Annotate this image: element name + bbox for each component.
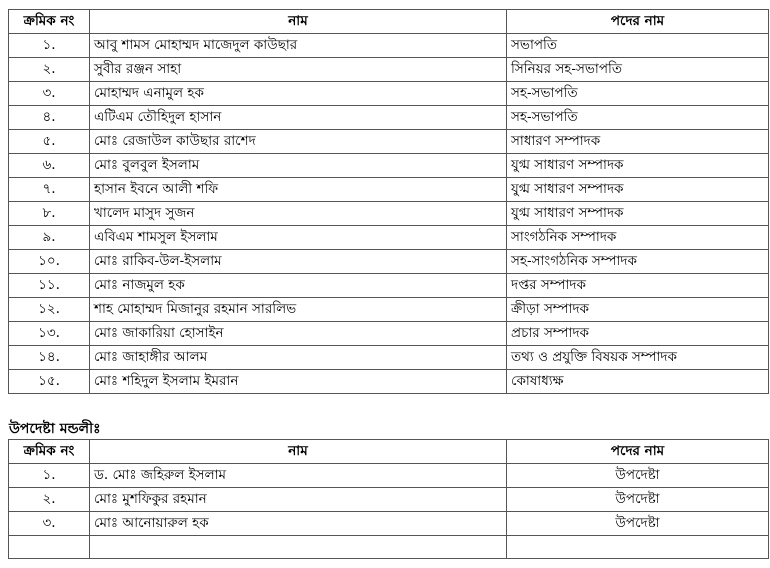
table-row <box>9 370 769 394</box>
serial-cell <box>9 536 90 559</box>
serial-cell: ৩. <box>9 512 90 536</box>
position-cell: উপদেষ্টা <box>507 488 769 512</box>
position-cell: দপ্তর সম্পাদক <box>507 274 769 298</box>
name-cell: এবিএম শামসুল ইসলাম <box>90 226 507 250</box>
name-cell <box>90 536 507 559</box>
position-cell: তথ্য ও প্রযুক্তি বিষয়ক সম্পাদক <box>507 346 769 370</box>
members-table <box>8 9 769 394</box>
name-cell: শাহ মোহাম্মদ মিজানুর রহমান সারলিভ <box>90 298 507 322</box>
serial-cell: ১৪. <box>9 346 90 370</box>
serial-cell: ২. <box>9 58 90 82</box>
table-row <box>9 322 769 346</box>
table-row <box>9 512 769 536</box>
serial-cell: ৪. <box>9 106 90 130</box>
position-cell: সভাপতি <box>507 34 769 58</box>
name-cell: মোঃ জাহাঙ্গীর আলম <box>90 346 507 370</box>
serial-cell: ৩. <box>9 82 90 106</box>
name-cell: মোঃ মুশফিকুর রহমান <box>90 488 507 512</box>
header-position: পদের নাম <box>507 10 769 34</box>
position-cell: ক্রীড়া সম্পাদক <box>507 298 769 322</box>
table-row <box>9 250 769 274</box>
name-cell: মোঃ শহিদুল ইসলাম ইমরান <box>90 370 507 394</box>
position-cell: যুগ্ম সাধারণ সম্পাদক <box>507 178 769 202</box>
position-cell: প্রচার সম্পাদক <box>507 322 769 346</box>
serial-cell: ১. <box>9 34 90 58</box>
table-row <box>9 34 769 58</box>
header-serial: ক্রমিক নং <box>9 10 90 34</box>
name-cell: মোহাম্মদ এনামুল হক <box>90 82 507 106</box>
table-row <box>9 130 769 154</box>
position-cell: যুগ্ম সাধারণ সম্পাদক <box>507 154 769 178</box>
name-cell: সুবীর রঞ্জন সাহা <box>90 58 507 82</box>
serial-cell: ৭. <box>9 178 90 202</box>
position-cell: সহ-সভাপতি <box>507 106 769 130</box>
position-cell: যুগ্ম সাধারণ সম্পাদক <box>507 202 769 226</box>
table-row <box>9 82 769 106</box>
position-cell: কোষাধ্যক্ষ <box>507 370 769 394</box>
table-row <box>9 226 769 250</box>
name-cell: মোঃ আনোয়ারুল হক <box>90 512 507 536</box>
table-header-row <box>9 10 769 34</box>
header-position: পদের নাম <box>507 440 769 464</box>
name-cell: মোঃ নাজমুল হক <box>90 274 507 298</box>
table-row <box>9 536 769 559</box>
name-cell: ড. মোঃ জহিরুল ইসলাম <box>90 464 507 488</box>
serial-cell: ১৩. <box>9 322 90 346</box>
serial-cell: ১০. <box>9 250 90 274</box>
name-cell: মোঃ রেজাউল কাউছার রাশেদ <box>90 130 507 154</box>
name-cell: এটিএম তৌহিদুল হাসান <box>90 106 507 130</box>
table-row <box>9 178 769 202</box>
advisors-table <box>8 439 769 559</box>
serial-cell: ২. <box>9 488 90 512</box>
serial-cell: ১২. <box>9 298 90 322</box>
serial-cell: ৮. <box>9 202 90 226</box>
advisors-heading: উপদেষ্টা মন্ডলীঃ <box>9 421 101 437</box>
table-row <box>9 274 769 298</box>
table-row <box>9 464 769 488</box>
position-cell: উপদেষ্টা <box>507 512 769 536</box>
table-row <box>9 106 769 130</box>
name-cell: খালেদ মাসুদ সুজন <box>90 202 507 226</box>
name-cell: হাসান ইবনে আলী শফি <box>90 178 507 202</box>
table-row <box>9 58 769 82</box>
table-row <box>9 346 769 370</box>
position-cell: উপদেষ্টা <box>507 464 769 488</box>
table-row <box>9 202 769 226</box>
table-row <box>9 154 769 178</box>
table-header-row <box>9 440 769 464</box>
header-name: নাম <box>90 10 507 34</box>
serial-cell: ১১. <box>9 274 90 298</box>
header-name: নাম <box>90 440 507 464</box>
position-cell <box>507 536 769 559</box>
position-cell: সহ-সভাপতি <box>507 82 769 106</box>
name-cell: আবু শামস মোহাম্মদ মাজেদুল কাউছার <box>90 34 507 58</box>
position-cell: সহ-সাংগঠনিক সম্পাদক <box>507 250 769 274</box>
serial-cell: ১. <box>9 464 90 488</box>
name-cell: মোঃ জাকারিয়া হোসাইন <box>90 322 507 346</box>
serial-cell: ১৫. <box>9 370 90 394</box>
position-cell: সাধারণ সম্পাদক <box>507 130 769 154</box>
serial-cell: ৫. <box>9 130 90 154</box>
table-row <box>9 298 769 322</box>
serial-cell: ৬. <box>9 154 90 178</box>
position-cell: সিনিয়র সহ-সভাপতি <box>507 58 769 82</box>
header-serial: ক্রমিক নং <box>9 440 90 464</box>
serial-cell: ৯. <box>9 226 90 250</box>
table-row <box>9 488 769 512</box>
position-cell: সাংগঠনিক সম্পাদক <box>507 226 769 250</box>
name-cell: মোঃ বুলবুল ইসলাম <box>90 154 507 178</box>
name-cell: মোঃ রাকিব-উল-ইসলাম <box>90 250 507 274</box>
